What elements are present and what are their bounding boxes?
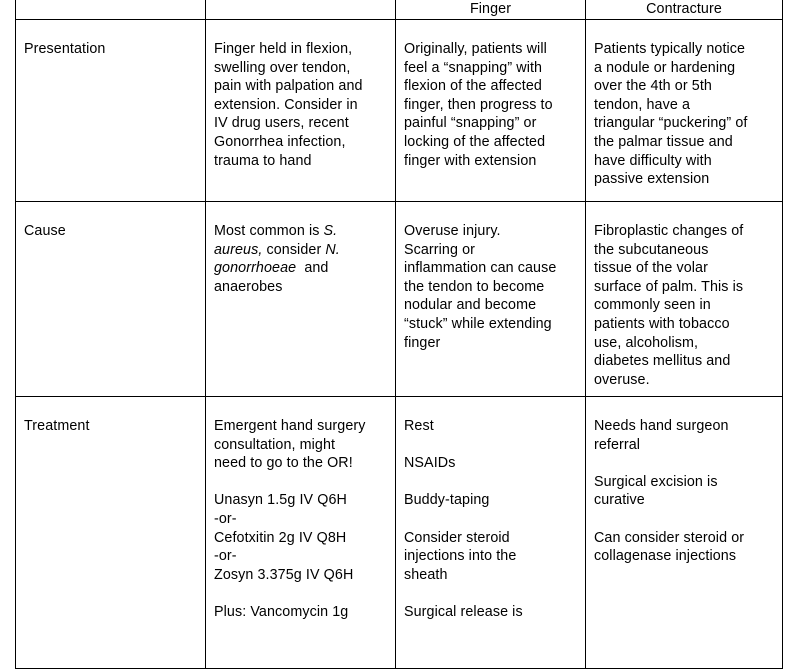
cell-line: sheath: [404, 566, 448, 583]
header-col3-text: Finger: [469, 1, 512, 18]
cause-col2-cell: [206, 202, 396, 397]
cell-line: Finger held in flexion,: [214, 41, 353, 57]
cell-text: and: [296, 260, 329, 277]
cell-line: consultation, might: [214, 436, 336, 453]
paragraph-gap: [594, 454, 774, 473]
cell-line: [214, 259, 387, 278]
paragraph-gap: [594, 510, 774, 529]
paragraph-gap: [214, 584, 387, 603]
cell-line: finger, then progress to: [404, 96, 553, 113]
cell-line: locking of the affected: [404, 133, 546, 150]
cell-line: the palmar tissue and: [594, 133, 733, 150]
cell-line: a nodule or hardening: [594, 59, 736, 76]
cell-line: passive extension: [594, 171, 710, 188]
cell-line: Cefotxitin 2g IV Q8H: [214, 529, 347, 546]
header-cell-col4: [586, 0, 783, 20]
paragraph-gap: [404, 510, 577, 529]
row-label-cause: Cause: [16, 202, 206, 397]
cell-line: Gonorrhea infection,: [214, 133, 346, 150]
cell-line: patients with tobacco: [594, 315, 730, 332]
cell-line: Surgical release is: [404, 603, 523, 620]
cell-line: Overuse injury.: [404, 223, 501, 239]
cell-line: Needs hand surgeon: [594, 418, 729, 434]
paragraph-gap: [404, 473, 577, 492]
treatment-col2-cell: [206, 397, 396, 669]
cell-line: commonly seen in: [594, 297, 711, 314]
presentation-col4-cell: [586, 20, 783, 202]
cause-col3-cell: [396, 202, 586, 397]
cell-line: anaerobes: [214, 278, 283, 295]
cell-line: referral: [594, 436, 641, 453]
cell-line: [214, 222, 387, 241]
cell-line: nodular and become: [404, 297, 537, 314]
table-row-cause: [16, 202, 783, 397]
header-col4-text: Contracture: [646, 1, 722, 18]
cell-line: Can consider steroid or: [594, 529, 745, 546]
paragraph-gap: [214, 473, 387, 492]
cell-line: tissue of the volar: [594, 260, 708, 277]
cell-line: overuse.: [594, 371, 650, 388]
cell-text-italic: aureus,: [214, 241, 263, 258]
paragraph-gap: [404, 436, 577, 455]
cell-line: the subcutaneous: [594, 241, 709, 258]
cell-line: NSAIDs: [404, 455, 456, 472]
cell-line: Originally, patients will: [404, 41, 547, 57]
cell-line: -or-: [214, 510, 237, 527]
cell-line: Buddy-taping: [404, 492, 490, 509]
table-row-treatment: [16, 397, 783, 669]
table-header-row: [16, 0, 783, 20]
cell-line: diabetes mellitus and: [594, 353, 731, 370]
cell-line: triangular “puckering” of: [594, 115, 748, 132]
cell-text-italic: S.: [323, 223, 338, 239]
cell-line: over the 4th or 5th: [594, 78, 712, 95]
cell-line: [214, 241, 387, 260]
cell-line: injections into the: [404, 548, 517, 565]
cell-line: painful “snapping” or: [404, 115, 537, 132]
presentation-col3-cell: [396, 20, 586, 202]
cell-line: Emergent hand surgery: [214, 418, 366, 434]
cell-line: pain with palpation and: [214, 78, 363, 95]
cell-line: Patients typically notice: [594, 41, 746, 57]
header-cell-col2: [206, 0, 396, 20]
cell-line: Scarring or: [404, 241, 476, 258]
cell-text: Most common is: [214, 223, 324, 239]
table-row-presentation: [16, 20, 783, 202]
header-cell-empty: [16, 0, 206, 20]
cell-line: use, alcoholism,: [594, 334, 699, 351]
cell-text-italic: gonorrhoeae: [214, 260, 297, 277]
cell-line: surface of palm. This is: [594, 278, 744, 295]
header-cell-col3: [396, 0, 586, 20]
cell-line: swelling over tendon,: [214, 59, 351, 76]
cell-line: the tendon to become: [404, 278, 545, 295]
cell-text-italic: N.: [325, 241, 340, 258]
cell-line: feel a “snapping” with: [404, 59, 543, 76]
presentation-col2-cell: [206, 20, 396, 202]
cell-line: finger with extension: [404, 152, 537, 169]
treatment-col3-cell: [396, 397, 586, 669]
cell-line: trauma to hand: [214, 152, 312, 169]
paragraph-gap: [404, 584, 577, 603]
comparison-table: [15, 0, 783, 669]
cell-line: Fibroplastic changes of: [594, 223, 744, 239]
cell-line: tendon, have a: [594, 96, 690, 113]
cause-col4-cell: [586, 202, 783, 397]
cell-line: “stuck” while extending: [404, 315, 552, 332]
cell-line: curative: [594, 492, 645, 509]
cell-line: Plus: Vancomycin 1g: [214, 603, 349, 620]
cell-line: IV drug users, recent: [214, 115, 349, 132]
cell-line: Rest: [404, 418, 434, 434]
cell-line: flexion of the affected: [404, 78, 542, 95]
cell-line: need to go to the OR!: [214, 455, 353, 472]
cell-line: Consider steroid: [404, 529, 510, 546]
treatment-col4-cell: [586, 397, 783, 669]
row-label-presentation: Presentation: [16, 20, 206, 202]
cell-line: Surgical excision is: [594, 473, 718, 490]
cell-line: Unasyn 1.5g IV Q6H: [214, 492, 347, 509]
row-label-treatment: Treatment: [16, 397, 206, 669]
cell-line: Zosyn 3.375g IV Q6H: [214, 566, 354, 583]
cell-text: consider: [262, 241, 326, 258]
cell-line: inflammation can cause: [404, 260, 557, 277]
cell-line: collagenase injections: [594, 548, 737, 565]
cell-line: extension. Consider in: [214, 96, 358, 113]
cell-line: -or-: [214, 548, 237, 565]
cell-line: have difficulty with: [594, 152, 712, 169]
cell-line: finger: [404, 334, 441, 351]
